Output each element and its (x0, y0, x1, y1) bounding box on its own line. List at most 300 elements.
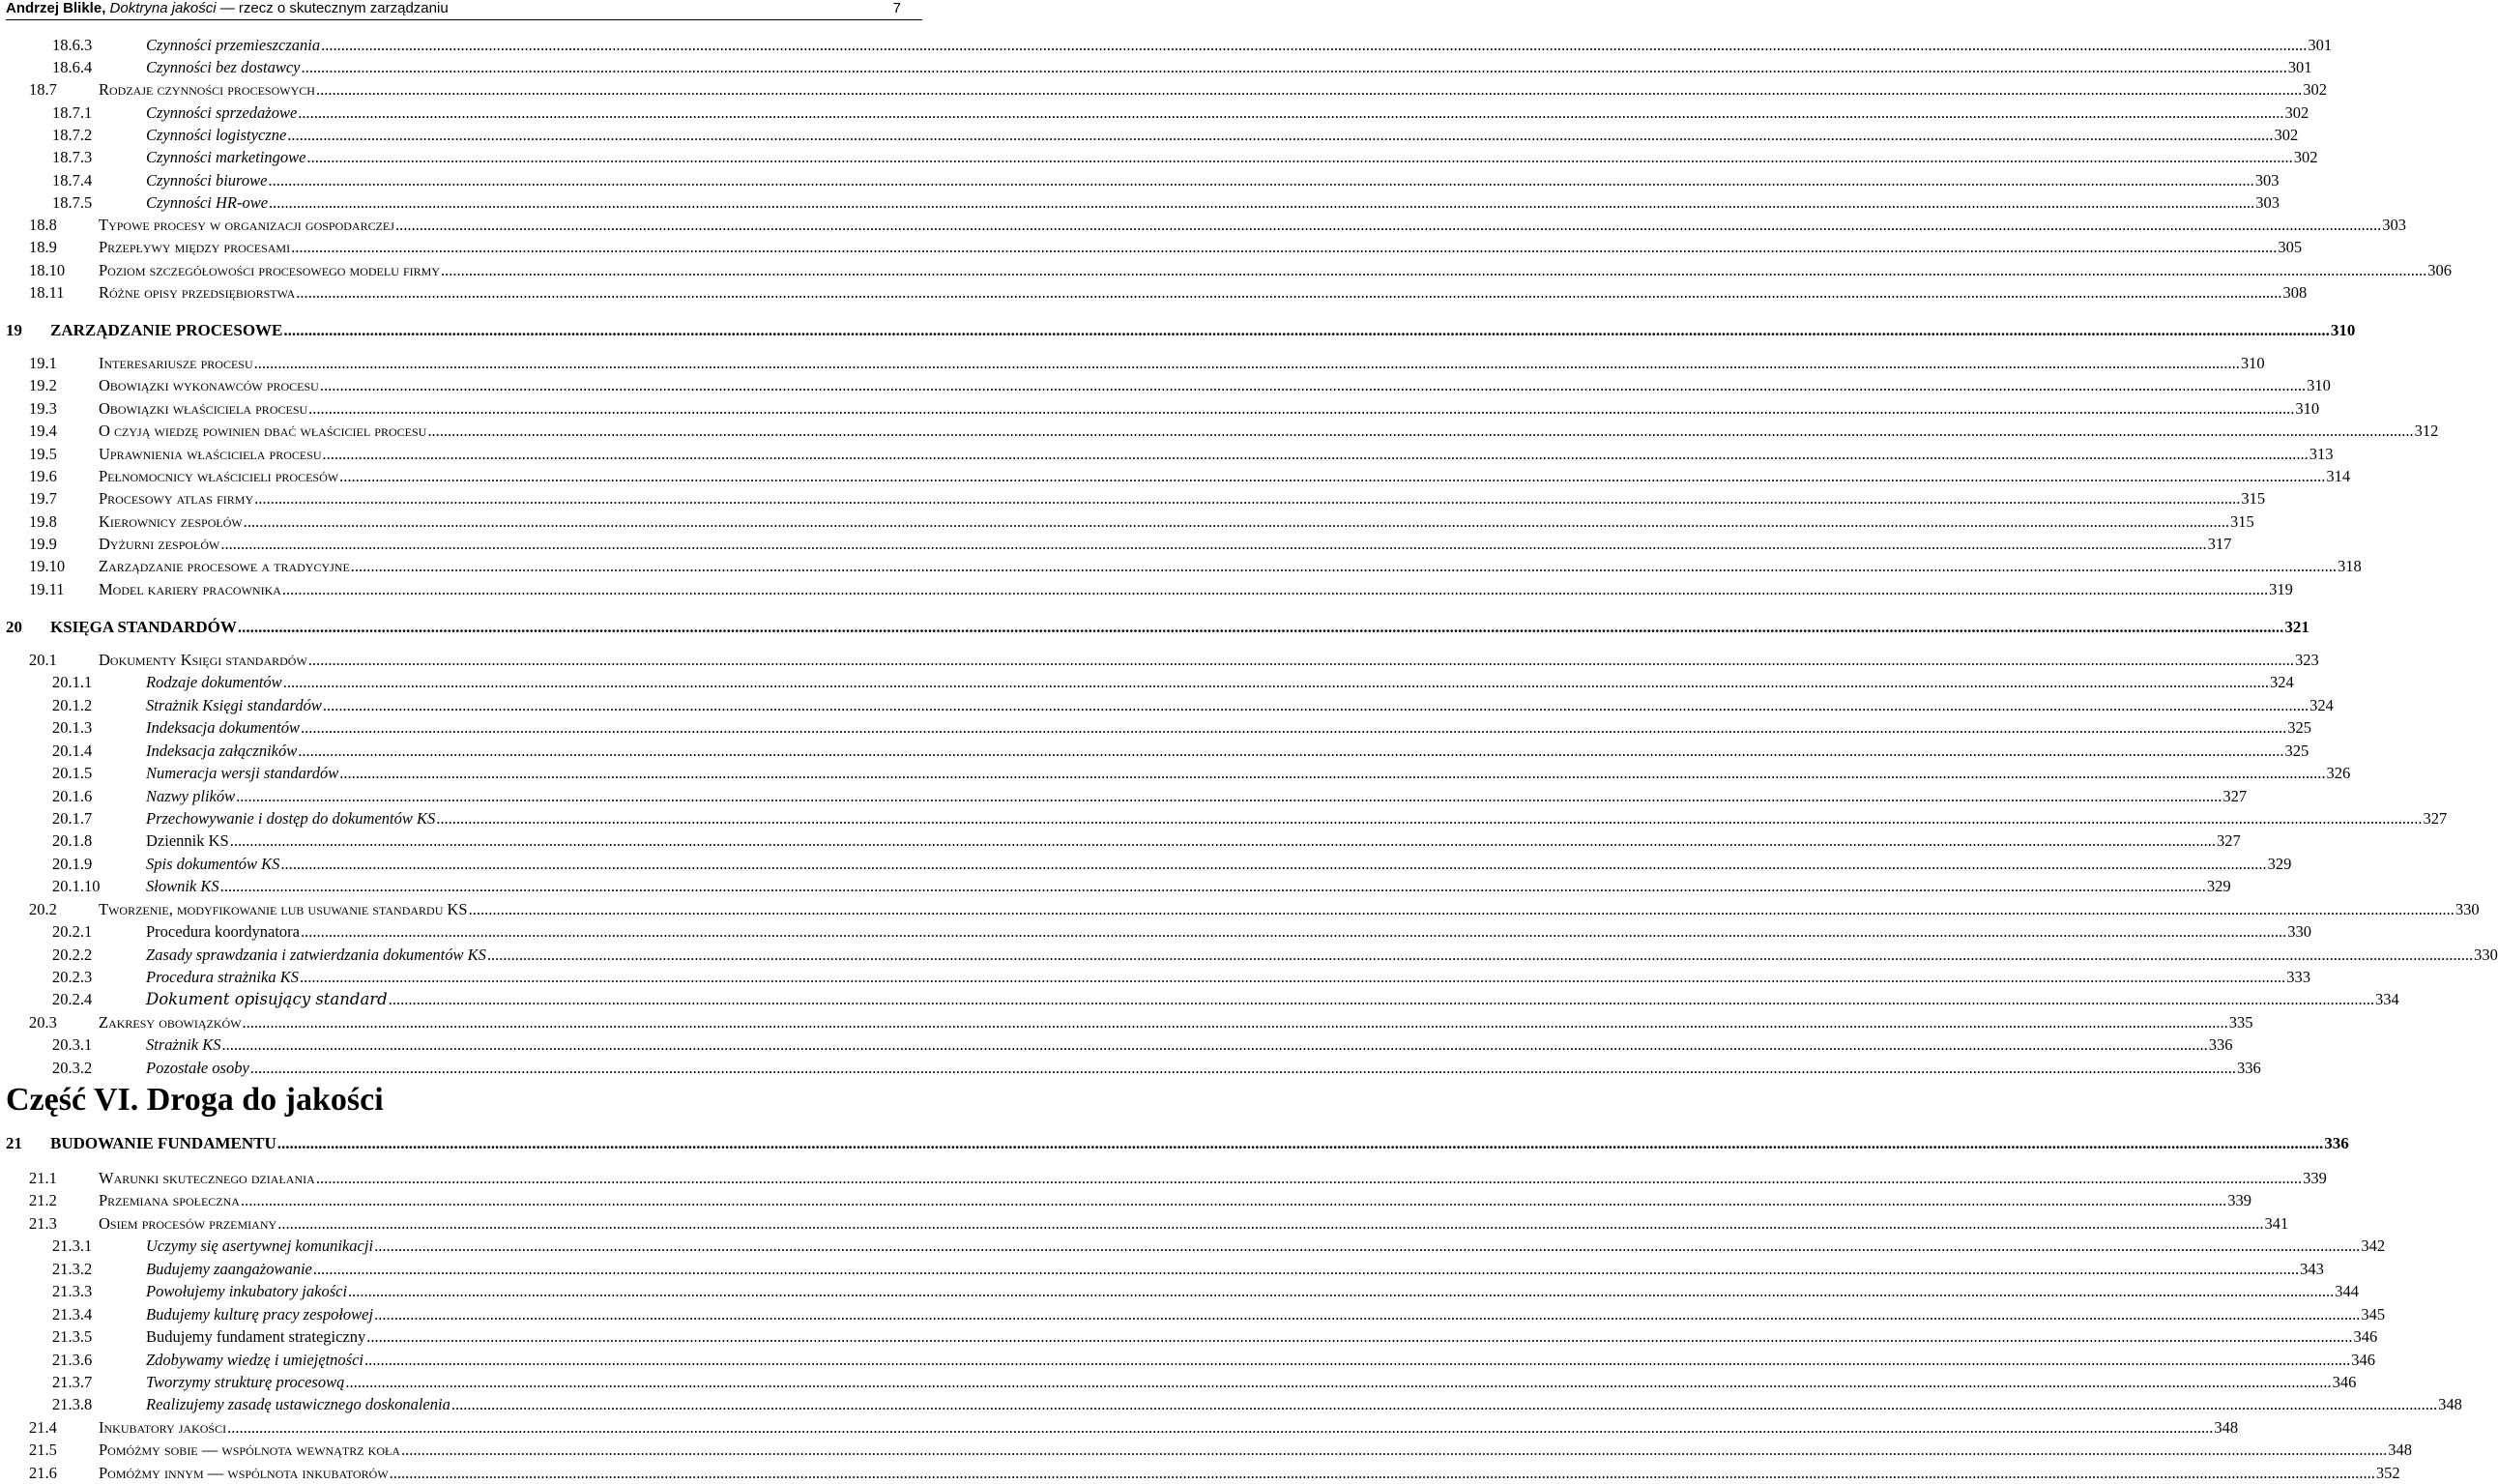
header-author: Andrzej Blikle, (6, 0, 106, 16)
toc-entry-page: 344 (2335, 1282, 2360, 1300)
toc-entry[interactable] (0, 989, 2399, 1010)
toc-entry[interactable] (0, 421, 2439, 442)
toc-entry-number: 21.3 (29, 1214, 57, 1233)
dot-leader (287, 125, 2273, 146)
dot-leader (436, 808, 2422, 829)
toc-entry-number: 21.3.5 (52, 1327, 93, 1346)
toc-entry-number: 18.7.3 (52, 148, 93, 166)
toc-entry-leader (146, 945, 2498, 966)
toc-entry-number: 21.3.4 (52, 1305, 93, 1324)
toc-entry[interactable] (0, 1133, 2349, 1154)
dot-leader (301, 717, 2286, 739)
toc-entry-leader (99, 421, 2439, 442)
toc-entry-leader (146, 1259, 2324, 1280)
toc-entry[interactable] (0, 466, 2351, 487)
toc-entry-leader (146, 854, 2292, 875)
toc-entry-leader (99, 650, 2319, 671)
toc-entry-title: Indeksacja załączników (146, 742, 298, 760)
toc-entry-leader (99, 1440, 2412, 1461)
toc-entry[interactable] (0, 650, 2319, 671)
toc-entry-page: 310 (2307, 376, 2331, 394)
dot-leader (269, 192, 2254, 214)
dot-leader (268, 170, 2253, 191)
toc-entry[interactable] (0, 488, 2266, 509)
toc-entry-page: 336 (2237, 1059, 2261, 1077)
dot-leader (308, 398, 2294, 420)
toc-entry[interactable] (0, 35, 2333, 56)
toc-entry[interactable] (0, 1417, 2239, 1439)
toc-entry-leader (146, 1236, 2386, 1257)
toc-entry-title: Nazwy plików (146, 787, 236, 805)
toc-entry[interactable] (0, 1058, 2261, 1079)
toc-entry-leader (99, 1213, 2289, 1235)
toc-entry-page: 303 (2255, 193, 2280, 212)
toc-entry-leader (146, 876, 2231, 897)
dot-leader (339, 763, 2325, 784)
toc-entry[interactable] (0, 1259, 2324, 1280)
toc-entry[interactable] (0, 808, 2448, 829)
toc-entry-page: 335 (2228, 1013, 2253, 1032)
toc-entry-leader (146, 170, 2280, 191)
toc-entry-page: 303 (2254, 171, 2280, 189)
toc-entry-number: 20.3.1 (52, 1035, 93, 1054)
toc-entry-number: 20.2.1 (52, 922, 93, 941)
toc-entry-title: Zdobywamy wiedzę i umiejętności (146, 1351, 364, 1369)
toc-entry-number: 19.5 (29, 445, 57, 463)
toc-entry-leader (99, 1012, 2253, 1033)
toc-entry[interactable] (0, 1034, 2233, 1056)
toc-entry-number: 20.3 (29, 1013, 57, 1032)
toc-entry-number: 20.1.8 (52, 831, 93, 850)
dot-leader (220, 534, 2206, 555)
dot-leader (348, 1281, 2334, 1302)
toc-entry-title: Pozostałe osoby (146, 1059, 249, 1077)
toc-entry[interactable] (0, 282, 2308, 304)
toc-entry-leader (99, 79, 2327, 101)
toc-entry-title: Pomóżmy innym — wspólnota inkubatorów (99, 1464, 389, 1482)
header-left (6, 0, 449, 17)
toc-entry-leader (146, 1304, 2386, 1325)
toc-entry-page: 315 (2241, 489, 2266, 508)
toc-entry-page: 339 (2303, 1169, 2327, 1187)
toc-entry[interactable] (0, 763, 2351, 784)
dot-leader (313, 1259, 2299, 1280)
toc-entry[interactable] (0, 556, 2362, 577)
toc-entry-leader (146, 1034, 2233, 1056)
toc-entry-title: Procedura strażnika KS (146, 968, 299, 986)
toc-entry-leader (99, 215, 2406, 236)
toc-entry-page: 330 (2454, 900, 2480, 918)
toc-entry-leader (99, 1417, 2239, 1439)
toc-entry-title: O czyją wiedzę powinien dbać właściciel procesu (99, 422, 427, 440)
toc-entry-number: 21.2 (29, 1191, 57, 1209)
toc-entry-leader (99, 375, 2331, 396)
toc-entry-title: Kierownicy zespołów (99, 512, 243, 531)
toc-entry-title: Różne opisy przedsiębiorstwa (99, 283, 296, 302)
toc-entry-page: 313 (2309, 445, 2334, 463)
toc-entry-number: 19.10 (29, 557, 66, 575)
toc-entry[interactable] (0, 353, 2265, 374)
toc-entry-leader (146, 1058, 2261, 1079)
toc-entry-page: 301 (2308, 36, 2333, 54)
toc-entry-title: Warunki skutecznego działania (99, 1169, 315, 1187)
dot-leader (230, 830, 2216, 852)
toc-entry-number: 19.11 (29, 580, 65, 598)
toc-entry[interactable] (0, 921, 2311, 943)
toc-entry-title: Tworzenie, modyfikowanie lub usuwanie standardu KS (99, 900, 468, 918)
toc-entry-page: 352 (2375, 1464, 2400, 1482)
toc-entry-page: 302 (2293, 148, 2318, 166)
toc-entry-page: 333 (2286, 968, 2310, 986)
toc-entry[interactable] (0, 579, 2293, 600)
toc-entry-number: 21 (6, 1134, 22, 1152)
dot-leader (487, 945, 2473, 966)
toc-entry-leader (99, 1168, 2327, 1189)
toc-entry-title: Zakresy obowiązków (99, 1013, 242, 1032)
dot-leader (308, 650, 2294, 671)
toc-entry[interactable] (0, 741, 2309, 762)
toc-entry[interactable] (0, 786, 2248, 807)
dot-leader (374, 1304, 2360, 1325)
toc-entry[interactable] (0, 672, 2294, 693)
toc-entry-page: 302 (2284, 103, 2309, 122)
toc-entry[interactable] (0, 1281, 2360, 1302)
toc-entry-number: 18.9 (29, 238, 57, 256)
toc-entry-number: 21.3.8 (52, 1395, 93, 1413)
toc-entry-leader (99, 398, 2320, 420)
toc-entry-page: 310 (2330, 321, 2356, 339)
toc-entry-title: Poziom szczegółowości procesowego modelu firmy (99, 261, 441, 279)
toc-entry-leader (146, 1372, 2357, 1393)
toc-entry[interactable] (0, 1012, 2253, 1033)
toc-entry-title: Procedura koordynatora (146, 922, 300, 941)
toc-entry-title: Dokument opisujący standard (146, 990, 388, 1008)
toc-entry[interactable] (0, 534, 2232, 555)
toc-entry-leader (146, 717, 2311, 739)
toc-entry-leader (50, 617, 2309, 638)
dot-leader (306, 147, 2292, 168)
toc-entry-title: Pełnomocnicy właścicieli procesów (99, 467, 339, 485)
toc-entry-number: 20.1 (29, 651, 57, 669)
dot-leader (221, 1034, 2207, 1056)
toc-entry-page: 324 (2269, 673, 2294, 691)
toc-entry-page: 312 (2414, 422, 2439, 440)
toc-entry-title: Przechowywanie i dostęp do dokumentów KS (146, 809, 436, 828)
toc-entry[interactable] (0, 260, 2453, 281)
toc-entry-page: 327 (2222, 787, 2248, 805)
toc-entry-leader (99, 260, 2453, 281)
toc-entry[interactable] (0, 215, 2406, 236)
toc-entry-title: Czynności sprzedażowe (146, 103, 298, 122)
dot-leader (323, 695, 2309, 716)
toc-entry-leader (146, 763, 2351, 784)
header-page-number: 7 (892, 0, 901, 16)
toc-entry-title: Budujemy fundament strategiczny (146, 1327, 366, 1346)
dot-leader (283, 672, 2269, 693)
toc-entry-leader (146, 147, 2318, 168)
dot-leader (351, 556, 2337, 577)
toc-entry-title: Czynności HR-owe (146, 193, 269, 212)
toc-entry-leader (99, 556, 2362, 577)
toc-entry[interactable] (0, 398, 2320, 420)
toc-entry-leader (99, 511, 2254, 533)
toc-entry-page: 327 (2216, 831, 2241, 850)
toc-entry-title: Czynności marketingowe (146, 148, 306, 166)
dot-leader (300, 967, 2285, 988)
toc-entry-leader (146, 830, 2241, 852)
toc-entry[interactable] (0, 511, 2254, 533)
toc-entry-title: Przemiana społeczna (99, 1191, 240, 1209)
toc-entry-page: 324 (2309, 696, 2334, 714)
toc-entry[interactable] (0, 79, 2327, 101)
toc-entry-number: 20.1.5 (52, 764, 93, 782)
toc-entry-page: 301 (2287, 58, 2312, 76)
dot-leader (316, 79, 2302, 101)
toc-entry[interactable] (0, 945, 2498, 966)
toc-entry-number: 19.9 (29, 535, 57, 553)
toc-entry-page: 336 (2324, 1134, 2349, 1152)
toc-entry[interactable] (0, 1190, 2251, 1211)
toc-entry-number: 20.1.3 (52, 718, 93, 737)
toc-entry[interactable] (0, 617, 2309, 638)
toc-entry-number: 19.1 (29, 354, 57, 372)
toc-entry-page: 346 (2332, 1373, 2357, 1391)
dot-leader (469, 899, 2454, 920)
toc-entry[interactable] (0, 237, 2303, 258)
toc-entry-title: Uczymy się asertywnej komunikacji (146, 1237, 374, 1255)
toc-entry-title: Czynności przemieszczania (146, 36, 321, 54)
dot-leader (243, 1012, 2228, 1033)
toc-entry-number: 20.2.2 (52, 946, 93, 964)
toc-entry-page: 318 (2338, 557, 2362, 575)
dot-leader (320, 375, 2306, 396)
dot-leader (254, 353, 2240, 374)
toc-entry-page: 341 (2264, 1214, 2289, 1233)
toc-entry-number: 20.1.9 (52, 855, 93, 873)
toc-entry-page: 334 (2375, 990, 2399, 1008)
dot-leader (236, 786, 2222, 807)
toc-entry-title: Osiem procesów przemiany (99, 1214, 277, 1233)
dot-leader (451, 1394, 2437, 1415)
toc-entry[interactable] (0, 320, 2356, 341)
toc-entry-leader (146, 35, 2333, 56)
toc-entry-page: 326 (2326, 764, 2351, 782)
toc-entry-leader (146, 786, 2248, 807)
toc-entry[interactable] (0, 125, 2299, 146)
toc-entry-number: 18.11 (29, 283, 65, 302)
toc-entry-number: 20 (6, 618, 22, 636)
toc-entry-title: Uprawnienia właściciela procesu (99, 445, 322, 463)
part-heading: Część VI. Droga do jakości (6, 1082, 384, 1118)
toc-entry-number: 21.6 (29, 1464, 57, 1482)
toc-entry-title: Dokumenty Księgi standardów (99, 651, 307, 669)
toc-entry-page: 329 (2267, 855, 2292, 873)
toc-entry-title: ZARZĄDZANIE PROCESOWE (50, 321, 283, 339)
dot-leader (241, 1190, 2226, 1211)
toc-entry-page: 310 (2295, 399, 2320, 418)
toc-entry-title: Spis dokumentów KS (146, 855, 280, 873)
toc-entry-page: 314 (2326, 467, 2351, 485)
dot-leader (345, 1372, 2331, 1393)
toc-entry[interactable] (0, 1213, 2289, 1235)
toc-entry-page: 306 (2427, 261, 2453, 279)
toc-entry-number: 19.6 (29, 467, 57, 485)
toc-entry-number: 18.7.1 (52, 103, 93, 122)
toc-entry-number: 18.7.5 (52, 193, 93, 212)
toc-entry-number: 20.3.2 (52, 1059, 93, 1077)
toc-entry[interactable] (0, 1394, 2462, 1415)
toc-entry-number: 20.2 (29, 900, 57, 918)
toc-entry[interactable] (0, 899, 2480, 920)
toc-entry[interactable] (0, 830, 2241, 852)
toc-entry-page: 310 (2240, 354, 2265, 372)
toc-entry-title: Powołujemy inkubatory jakości (146, 1282, 348, 1300)
toc-entry[interactable] (0, 1304, 2386, 1325)
toc-entry[interactable] (0, 1168, 2327, 1189)
toc-entry-leader (146, 672, 2294, 693)
toc-entry-title: Obowiązki właściciela procesu (99, 399, 308, 418)
toc-entry-page: 319 (2269, 580, 2293, 598)
toc-entry-page: 336 (2208, 1035, 2233, 1054)
dot-leader (301, 57, 2286, 78)
toc-entry-page: 342 (2361, 1237, 2386, 1255)
toc-entry-number: 20.2.3 (52, 968, 93, 986)
toc-entry-leader (146, 989, 2399, 1010)
dot-leader (301, 921, 2286, 943)
toc-entry-page: 346 (2351, 1351, 2376, 1369)
toc-entry-page: 329 (2206, 877, 2231, 895)
toc-entry[interactable] (0, 147, 2318, 168)
toc-entry[interactable] (0, 1350, 2376, 1371)
toc-entry-page: 302 (2303, 80, 2327, 99)
toc-entry-number: 21.3.2 (52, 1260, 93, 1278)
toc-entry-leader (99, 579, 2293, 600)
toc-entry-title: Rodzaje czynności procesowych (99, 80, 315, 99)
toc-entry-number: 20.1.6 (52, 787, 93, 805)
toc-entry-title: Dyżurni zespołów (99, 535, 220, 553)
dot-leader (238, 617, 2284, 638)
toc-entry-page: 315 (2229, 512, 2254, 531)
toc-entry-number: 18.8 (29, 216, 57, 234)
toc-entry-title: Interesariusze procesu (99, 354, 253, 372)
toc-entry-page: 348 (2388, 1440, 2412, 1459)
toc-entry-title: Budujemy kulturę pracy zespołowej (146, 1305, 374, 1324)
dot-leader (296, 282, 2281, 304)
dot-leader (227, 1417, 2213, 1439)
toc-entry-title: Inkubatory jakości (99, 1418, 227, 1437)
running-header (6, 0, 922, 20)
toc-entry-leader (146, 741, 2309, 762)
toc-entry-title: Zasady sprawdzania i zatwierdzania dokumentów KS (146, 946, 486, 964)
dot-leader (374, 1236, 2360, 1257)
toc-entry-title: Przepływy między procesami (99, 238, 291, 256)
toc-entry-number: 21.4 (29, 1418, 57, 1437)
toc-entry-title: Pomóżmy sobie — wspólnota wewnątrz koła (99, 1440, 400, 1459)
dot-leader (291, 237, 2277, 258)
toc-entry-page: 327 (2423, 809, 2448, 828)
toc-entry-title: Strażnik Księgi standardów (146, 696, 322, 714)
toc-entry-title: Czynności logistyczne (146, 126, 287, 144)
toc-entry-leader (99, 444, 2334, 465)
toc-entry-title: Dziennik KS (146, 831, 229, 850)
toc-entry[interactable] (0, 967, 2310, 988)
toc-entry[interactable] (0, 192, 2280, 214)
toc-entry[interactable] (0, 1440, 2412, 1461)
dot-leader (321, 35, 2307, 56)
toc-entry[interactable] (0, 57, 2312, 78)
toc-entry-page: 348 (2438, 1395, 2462, 1413)
toc-entry-leader (146, 57, 2312, 78)
toc-entry-leader (50, 320, 2356, 341)
toc-entry-leader (146, 102, 2309, 124)
toc-entry-title: KSIĘGA STANDARDÓW (50, 618, 237, 636)
toc-entry-number: 20.1.2 (52, 696, 93, 714)
toc-entry[interactable] (0, 854, 2292, 875)
toc-entry-page: 345 (2361, 1305, 2386, 1324)
toc-entry[interactable] (0, 170, 2280, 191)
toc-entry-leader (50, 1133, 2349, 1154)
toc-entry-title: Realizujemy zasadę ustawicznego doskonalenia (146, 1395, 450, 1413)
toc-entry-number: 21.1 (29, 1169, 57, 1187)
toc-entry-number: 19.3 (29, 399, 57, 418)
toc-entry-number: 20.2.4 (52, 990, 93, 1008)
toc-entry-number: 18.7.4 (52, 171, 93, 189)
toc-entry[interactable] (0, 1326, 2378, 1348)
toc-entry-leader (99, 237, 2303, 258)
toc-entry-number: 21.5 (29, 1440, 57, 1459)
toc-entry-title: Procesowy atlas firmy (99, 489, 254, 508)
dot-leader (339, 466, 2325, 487)
dot-leader (298, 741, 2283, 762)
toc-entry[interactable] (0, 1463, 2400, 1484)
toc-entry[interactable] (0, 1236, 2386, 1257)
toc-entry-number: 20.1.10 (52, 877, 101, 895)
toc-entry-page: 339 (2227, 1191, 2251, 1209)
toc-entry[interactable] (0, 1372, 2357, 1393)
toc-entry-number: 19.7 (29, 489, 57, 508)
toc-entry-title: Rodzaje dokumentów (146, 673, 282, 691)
toc-entry-number: 21.3.1 (52, 1237, 93, 1255)
toc-entry-leader (146, 921, 2311, 943)
toc-entry-title: Obowiązki wykonawców procesu (99, 376, 319, 394)
dot-leader (389, 989, 2374, 1010)
toc-entry[interactable] (0, 444, 2334, 465)
toc-entry-number: 18.7 (29, 80, 57, 99)
toc-entry-leader (146, 192, 2280, 214)
toc-entry-page: 303 (2382, 216, 2406, 234)
toc-entry-page: 346 (2353, 1327, 2378, 1346)
toc-entry-leader (99, 488, 2266, 509)
toc-entry-title: Czynności bez dostawcy (146, 58, 301, 76)
toc-entry[interactable] (0, 695, 2334, 716)
toc-entry[interactable] (0, 717, 2311, 739)
toc-entry-leader (146, 967, 2310, 988)
toc-entry[interactable] (0, 102, 2309, 124)
dot-leader (282, 579, 2268, 600)
dot-leader (283, 320, 2330, 341)
dot-leader (244, 511, 2229, 533)
toc-entry-leader (99, 1463, 2400, 1484)
dot-leader (366, 1326, 2352, 1348)
toc-entry-page: 325 (2287, 718, 2311, 737)
dot-leader (280, 854, 2266, 875)
toc-entry[interactable] (0, 375, 2331, 396)
toc-entry[interactable] (0, 876, 2231, 897)
toc-entry-page: 302 (2274, 126, 2299, 144)
toc-entry-page: 348 (2214, 1418, 2239, 1437)
toc-entry-number: 19.2 (29, 376, 57, 394)
toc-entry-title: Indeksacja dokumentów (146, 718, 300, 737)
